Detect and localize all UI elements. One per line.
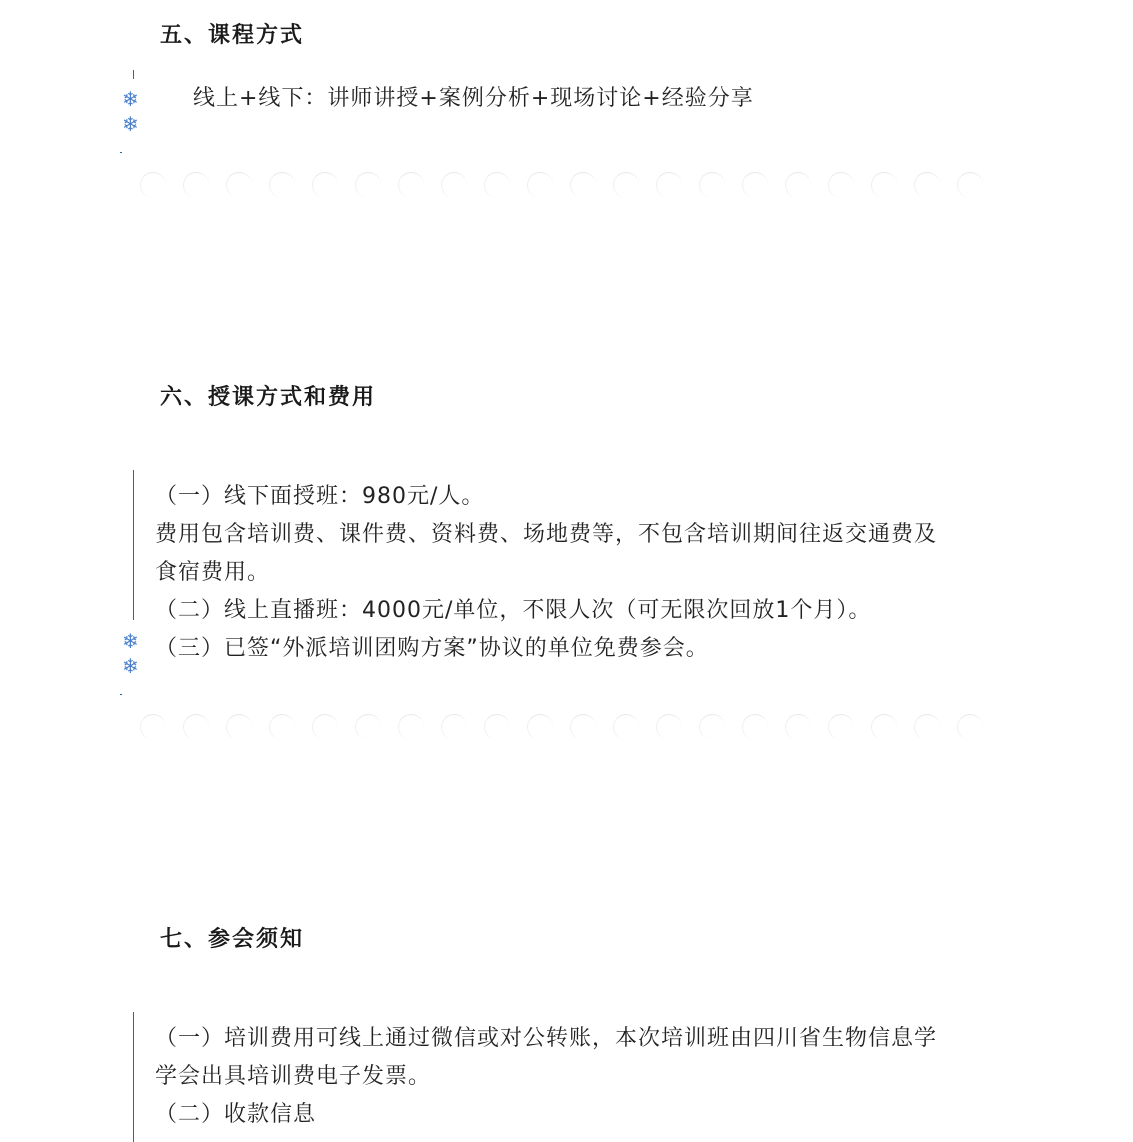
section-6-heading: 六、授课方式和费用 <box>160 385 377 410</box>
section-7-accent-line <box>133 1012 134 1142</box>
section-6-body <box>155 478 937 668</box>
notice-line-invoice: 学会出具培训费电子发票。 <box>155 1064 432 1089</box>
snowflake-icon: ❄ <box>122 87 139 111</box>
notice-line-account: （二）收款信息 <box>155 1102 317 1127</box>
fee-line-includes-cont: 食宿费用。 <box>155 560 271 585</box>
snowflake-icon: ❄ <box>122 629 139 653</box>
accent-dot <box>120 694 122 695</box>
decorative-circle-row <box>140 714 1000 738</box>
fee-line-group: （三）已签“外派培训团购方案”协议的单位免费参会。 <box>155 636 709 661</box>
section-7-body <box>155 1020 937 1134</box>
section-5-accent-line <box>133 70 134 79</box>
section-5-heading: 五、课程方式 <box>160 23 305 48</box>
snowflake-icon: ❄ <box>122 654 139 678</box>
fee-line-online: （二）线上直播班：4000元/单位，不限人次（可无限次回放1个月）。 <box>155 598 872 623</box>
fee-line-includes: 费用包含培训费、课件费、资料费、场地费等，不包含培训期间往返交通费及 <box>155 522 938 547</box>
snowflake-icon: ❄ <box>122 112 139 136</box>
section-6-accent-line <box>133 470 134 620</box>
notice-line-payment: （一）培训费用可线上通过微信或对公转账，本次培训班由四川省生物信息学 <box>155 1026 938 1051</box>
decorative-circle-row <box>140 172 1000 196</box>
section-7-heading: 七、参会须知 <box>160 927 305 952</box>
section-5-body: 线上+线下：讲师讲授+案例分析+现场讨论+经验分享 <box>193 86 754 111</box>
fee-line-offline: （一）线下面授班：980元/人。 <box>155 484 485 509</box>
accent-dot <box>120 152 122 153</box>
